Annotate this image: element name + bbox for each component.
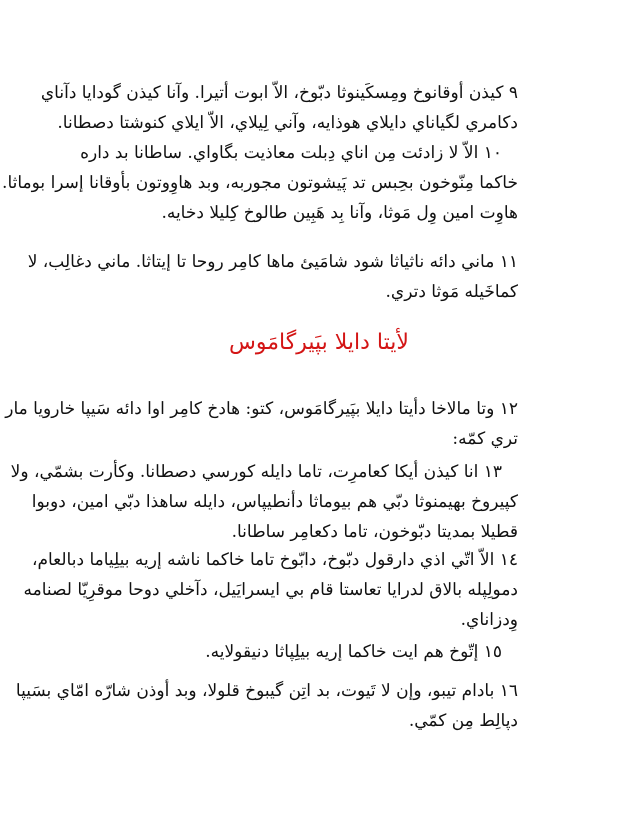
text-line: ١٢ وتا مالاخا دأيتا دايلا بپَيرگامَوس، كتو: هادخ كامِر اوا دائه سَيپا خارويا مار — [5, 399, 518, 419]
text-line: ١٥ إتّوخ هم ايت خاكما إريه بيلِپاثا دنيقولايه. — [205, 642, 502, 662]
text-line: قطيلا بمديتا دبّوخون، تاما دكعامِر ساطانا. — [231, 522, 518, 542]
text-line: ١٦ بادام تيبو، وإن لا تَيوت، بد اتِن گيبوخ قلولا، وبد أوذن شارّه امّاي بسَيپا — [15, 681, 518, 701]
paragraph-verse-16 — [15, 676, 518, 736]
text-line: دمولِپله بالاق لدرايا تعاستا قام بي ايسرايَيل، دآخلي دوحا موقرِيّا لصنامه — [23, 580, 518, 600]
text-line: هاوِت امين وِل مَوثا، وآنا بِد هَبِين طالوخ كِليلا دخايه. — [161, 203, 518, 223]
paragraph-verse-14 — [23, 545, 518, 635]
text-line: كماخَيله مَوثا دتري. — [385, 282, 518, 302]
paragraph-verse-11 — [27, 247, 518, 307]
paragraph-verse-15 — [118, 637, 518, 667]
section-heading: لأيتا دايلا بپَيرگامَوس — [229, 330, 409, 355]
text-line: كپيروخ بهيمنوثا دبّي هم بيوماثا دأنطيپاس، دايله ساهذا دبّي امين، دوبوا — [31, 492, 518, 512]
text-line: ١٣ انا كيذن أيكا كعامرِت، تاما دايله كورسي دصطانا. وكأرت بشمّي، ولا — [10, 462, 502, 482]
text-line: ١٤ الاّ اتّي اذي دارقول دبّوخ، دابّوخ تاما خاكما ناشه إريه بيلِياما دبالعام، — [31, 550, 518, 570]
text-line: ١٠ الاّ لا زادئت مِن اناي دِبلت معاذيت بگاواي. ساطانا بد داره — [80, 143, 502, 163]
text-line: خاكما مِنّوخون بحِبس تد پَيشوتون مجوربه، وبد هاوِوتون بأوقانا إسرا بوماثا. — [2, 173, 518, 193]
text-line: ٩ كيذن أوقانوخ ومِسكَينوثا دبّوخ، الاّ ابوت أتيرا. وآنا كيذن گودايا دآناي — [40, 83, 518, 103]
text-line: دپالِط مِن كمّي. — [408, 711, 518, 731]
paragraph-verse-13 — [10, 457, 518, 547]
text-line: ١١ ماني دائه ناثياثا شود شامَيئ ماها كامِر روحا تا إيتاثا. ماني دغالِب، لا — [27, 252, 518, 272]
text-line: وِدزاناي. — [460, 610, 518, 630]
paragraph-verse-12 — [5, 394, 518, 454]
paragraph-verse-9-10 — [2, 78, 518, 228]
text-line: تري كمّه: — [452, 429, 518, 449]
text-line: دكامري لگياناي دايلاي هوذايه، وآني لِيلاي، الاّ ايلاي كنوشتا دصطانا. — [57, 113, 518, 133]
